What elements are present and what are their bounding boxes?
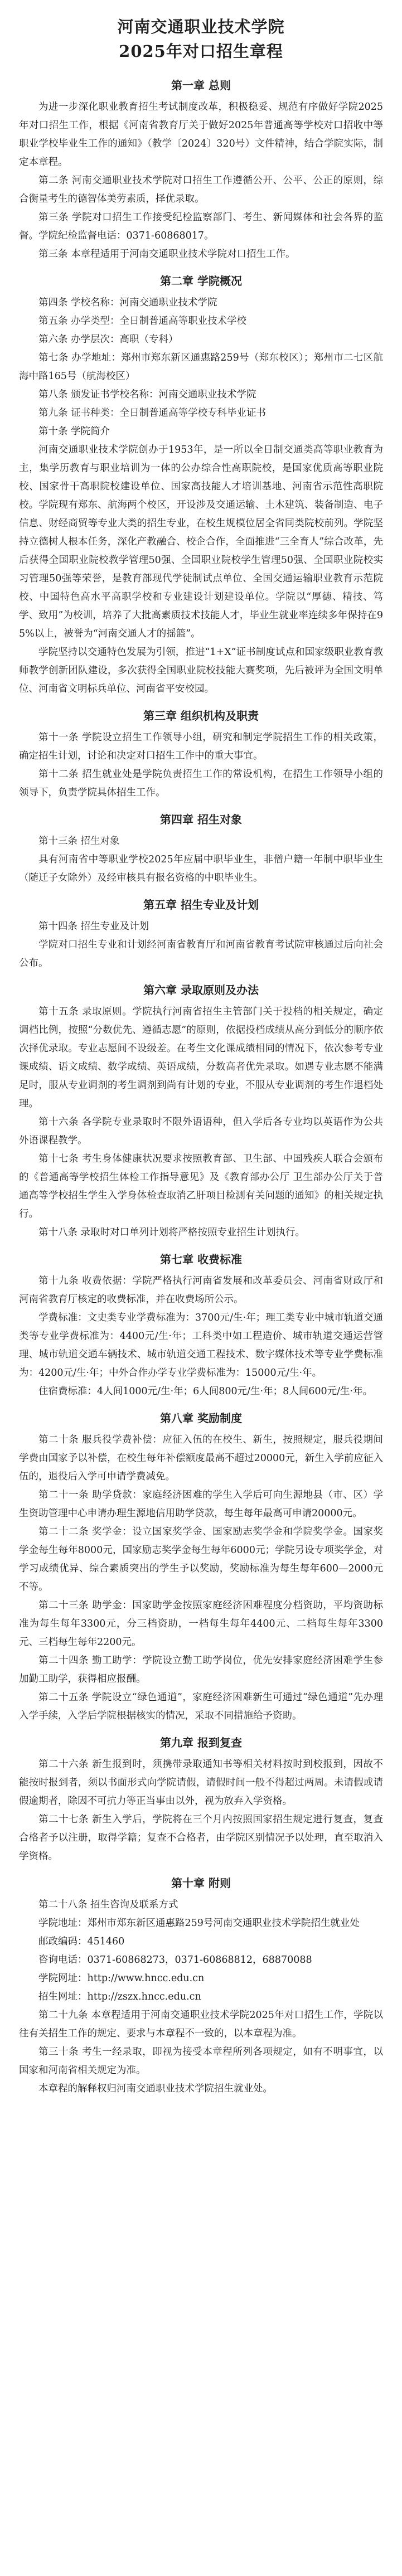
paragraph: 第二十三条 助学金：国家助学金按照家庭经济困难程度分档资助，平均资助标准为每生每年3300元，分三档资助，一档每生每年4400元、二档每生每年3300元、三档每生每年2200元。 bbox=[19, 1600, 383, 1648]
paragraph: 学院网址：http://www.hncc.edu.cn bbox=[38, 1973, 205, 1984]
paragraph: 第十八条 录取时对口单列计划将严格按照专业招生计划执行。 bbox=[38, 1227, 306, 1238]
chapter-heading: 第九章 报到复查 bbox=[160, 1736, 242, 1749]
paragraph: 第二十二条 奖学金：设立国家奖学金、国家励志奖学金和学院奖学金。国家奖学金每生每年8000元，国家励志奖学金每生每年6000元；学院另设专项奖学金，对学习成绩优异、综合素质突出的学生予以奖励，奖励标准为每生每年600—2000元不等。 bbox=[19, 1526, 383, 1593]
paragraph: 第二十四条 勤工助学：学院设立勤工助学岗位，优先安排家庭经济困难学生参加勤工助学，获得相应报酬。 bbox=[19, 1655, 383, 1685]
paragraph: 第三条 本章程适用于河南交通职业技术学院对口招生工作。 bbox=[38, 249, 296, 260]
paragraph: 河南交通职业技术学院创办于1953年，是一所以全日制交通类高等职业教育为主，集学历教育与职业培训为一体的公办综合性高职院校，是国家优质高等职业院校、国家骨干高职院校建设单位、国家高技能人才培训基地、河南省示范性高职院校。学院现有郑东、航海两个校区，开设涉及交通运输、土木建筑、装备制造、电子信息、财经商贸等专业大类的招生专业，在校生规模位居全省同类院校前列。学院坚持立德树人根本任务，深化产教融合、校企合作，全面推进“三全育人”综合改革，先后获得全国职业院校教学管理50强、全国职业院校学生管理50强、全国职业院校实习管理50强等荣誉，是教育部现代学徒制试点单位、全国交通运输职业教育示范院校、中国特色高水平高职学校和专业建设计划建设单位。学院以“厚德、精技、笃学、致用”为校训，培养了大批高素质技术技能人才，毕业生就业率连续多年保持在95%以上，被誉为“河南交通人才的摇篮”。 bbox=[19, 444, 383, 639]
paragraph: 邮政编码：451460 bbox=[38, 1936, 125, 1947]
paragraph: 学费标准：文史类专业学费标准为：3700元/生·年；理工类专业中城市轨道交通类等专业学费标准为：4400元/生·年；工科类中如工程造价、城市轨道交通运营管理、城市轨道交通车辆技术、城市轨道交通工程技术、数字媒体技术等专业学费标准为：4200元/生·年；中外合作办学专业学费标准为：15000元/生·年。 bbox=[19, 1312, 383, 1379]
paragraph: 招生网址：http://zszx.hncc.edu.cn bbox=[38, 1991, 201, 2002]
paragraph: 第二十八条 招生咨询及联系方式 bbox=[38, 1899, 178, 1910]
paragraph: 学院地址：郑州市郑东新区通惠路259号河南交通职业技术学院招生就业处 bbox=[38, 1918, 360, 1929]
paragraph: 学院坚持以交通特色发展为引领，推进“1+X”证书制度试点和国家级职业教育教师教学创新团队建设，多次获得全国职业院校技能大赛奖项，先后被评为全国文明单位、河南省文明标兵单位、河南省平安校园。 bbox=[19, 647, 383, 695]
paragraph: 学院对口招生专业和计划经河南省教育厅和河南省教育考试院审核通过后向社会公布。 bbox=[19, 939, 383, 969]
chapter-heading: 第六章 录取原则及办法 bbox=[143, 983, 259, 997]
paragraph: 第六条 办学层次：高职（专科） bbox=[38, 334, 178, 345]
paragraph: 第七条 办学地址：郑州市郑东新区通惠路259号（郑东校区）；郑州市二七区航海中路165号（航海校区） bbox=[19, 352, 383, 382]
paragraph: 住宿费标准：4人间1000元/生·年；6人间800元/生·年；8人间600元/生·年。 bbox=[38, 1386, 373, 1397]
paragraph: 第十九条 收费依据：学院严格执行河南省发展和改革委员会、河南省财政厅和河南省教育厅核定的收费标准，并在收费场所公示。 bbox=[19, 1275, 383, 1305]
chapter-heading: 第一章 总则 bbox=[171, 79, 231, 92]
chapter-heading: 第二章 学院概况 bbox=[160, 274, 242, 288]
paragraph: 第二十五条 学院设立“绿色通道”，家庭经济困难新生可通过“绿色通道”先办理入学手续，入学后学院根据核实的情况，采取不同措施给予资助。 bbox=[19, 1692, 383, 1721]
paragraph: 第二十一条 助学贷款：家庭经济困难的学生入学后可向生源地县（市、区）学生资助管理中心申请办理生源地信用助学贷款，每生每年最高可申请20000元。 bbox=[19, 1490, 383, 1519]
chapter-heading: 第七章 收费标准 bbox=[160, 1253, 242, 1266]
chapter-heading: 第五章 招生专业及计划 bbox=[143, 898, 259, 911]
paragraph: 第十三条 招生对象 bbox=[38, 836, 120, 847]
paragraph: 为进一步深化职业教育招生考试制度改革，积极稳妥、规范有序做好学院2025年对口招生工作，根据《河南省教育厅关于做好2025年普通高等学校对口招收中等职业学校毕业生工作的通知》（教学〔2024〕320号）文件精神，结合学院实际，制定本章程。 bbox=[19, 101, 383, 168]
paragraph: 第八条 颁发证书学校名称：河南交通职业技术学院 bbox=[38, 389, 256, 400]
chapter-heading: 第十章 附则 bbox=[171, 1876, 231, 1890]
paragraph: 第三十条 考生一经录取，即视为接受本章程所列各项规定，如有不明事宜，以国家和河南省相关规定为准。 bbox=[19, 2046, 383, 2076]
paragraph: 第二十条 服兵役学费补偿：应征入伍的在校生、新生，按照规定，服兵役期间学费由国家予以补偿，在校生每年补偿额度最高不超过20000元，新生入学前应征入伍的，退役后入学可申请学费减免。 bbox=[19, 1434, 383, 1482]
paragraph: 第二条 河南交通职业技术学院对口招生工作遵循公开、公平、公正的原则，综合衡量考生的德智体美劳素质，择优录取。 bbox=[19, 175, 383, 205]
paragraph: 第四条 学校名称：河南交通职业技术学院 bbox=[38, 297, 217, 308]
chapter-heading: 第四章 招生对象 bbox=[160, 813, 242, 826]
paragraph: 具有河南省中等职业学校2025年应届中职毕业生，非僧户籍一年制中职毕业生（随迁子女除外）及经审核具有报名资格的中职毕业生。 bbox=[19, 854, 383, 884]
paragraph: 第十五条 录取原则。学院执行河南省招生主管部门关于投档的相关规定，确定调档比例，按照“分数优先、遵循志愿”的原则，依据投档成绩从高分到低分的顺序依次择优录取。专业志愿间不设级差。在考生文化课成绩相同的情况下，依次参考专业课成绩、语文成绩、数学成绩、英语成绩，分数高者优先录取。如遇专业志愿不能满足时，服从专业调剂的考生调剂到尚有计划的专业，不服从专业调剂的考生作退档处理。 bbox=[19, 1006, 383, 1109]
paragraph: 第二十六条 新生报到时，须携带录取通知书等相关材料按时到校报到，因故不能按时报到者，须以书面形式向学院请假，请假时间一般不得超过两周。未请假或请假逾期者，除因不可抗力等正当事由以外，视为放弃入学资格。 bbox=[19, 1759, 383, 1807]
document-title-line1: 河南交通职业技术学院 bbox=[117, 17, 285, 36]
paragraph: 第二十七条 新生入学后，学院将在三个月内按照国家招生规定进行复查，复查合格者予以注册，取得学籍；复查不合格者，由学院区别情况予以处理，直至取消入学资格。 bbox=[19, 1814, 383, 1862]
paragraph: 第十条 学院简介 bbox=[38, 426, 110, 437]
paragraph: 第五条 办学类型：全日制普通高等职业技术学校 bbox=[38, 316, 247, 327]
paragraph: 咨询电话：0371-60868273，0371-60868812，68870088 bbox=[38, 1954, 312, 1966]
paragraph: 第十一条 学院设立招生工作领导小组，研究和制定学院招生工作的相关政策，确定招生计划，讨论和决定对口招生工作中的重大事宜。 bbox=[19, 732, 383, 761]
paragraph: 第三条 学院对口招生工作接受纪检监察部门、考生、新闻媒体和社会各界的监督。学院纪检监督电话：0371-60868017。 bbox=[19, 212, 383, 241]
document-title-line2: 2025年对口招生章程 bbox=[119, 42, 283, 61]
paragraph: 第十七条 考生身体健康状况要求按照教育部、卫生部、中国残疾人联合会颁布的《普通高等学校招生体检工作指导意见》及《教育部办公厅 卫生部办公厅关于普通高等学校招生学生入学身体检查取消乙肝项目检测有关问题的通知》的相关规定执行。 bbox=[19, 1153, 383, 1220]
paragraph: 本章程的解释权归河南交通职业技术学院招生就业处。 bbox=[38, 2083, 273, 2094]
paragraph: 第二十九条 本章程适用于河南交通职业技术学院2025年对口招生工作，学院以往有关招生工作的规定、要求与本章程不一致的，以本章程为准。 bbox=[19, 2010, 383, 2039]
paragraph: 第十二条 招生就业处是学院负责招生工作的常设机构，在招生工作领导小组的领导下，负责学院具体招生工作。 bbox=[19, 769, 383, 798]
document-body bbox=[19, 77, 383, 2098]
chapter-heading: 第八章 奖励制度 bbox=[160, 1411, 242, 1425]
paragraph: 第十六条 各学院专业录取时不限外语语种，但入学后各专业均以英语作为公共外语课程教学。 bbox=[19, 1117, 383, 1146]
paragraph: 第九条 证书种类：全日制普通高等学校专科毕业证书 bbox=[38, 407, 267, 419]
chapter-heading: 第三章 组织机构及职责 bbox=[143, 709, 259, 722]
paragraph: 第十四条 招生专业及计划 bbox=[38, 921, 149, 932]
